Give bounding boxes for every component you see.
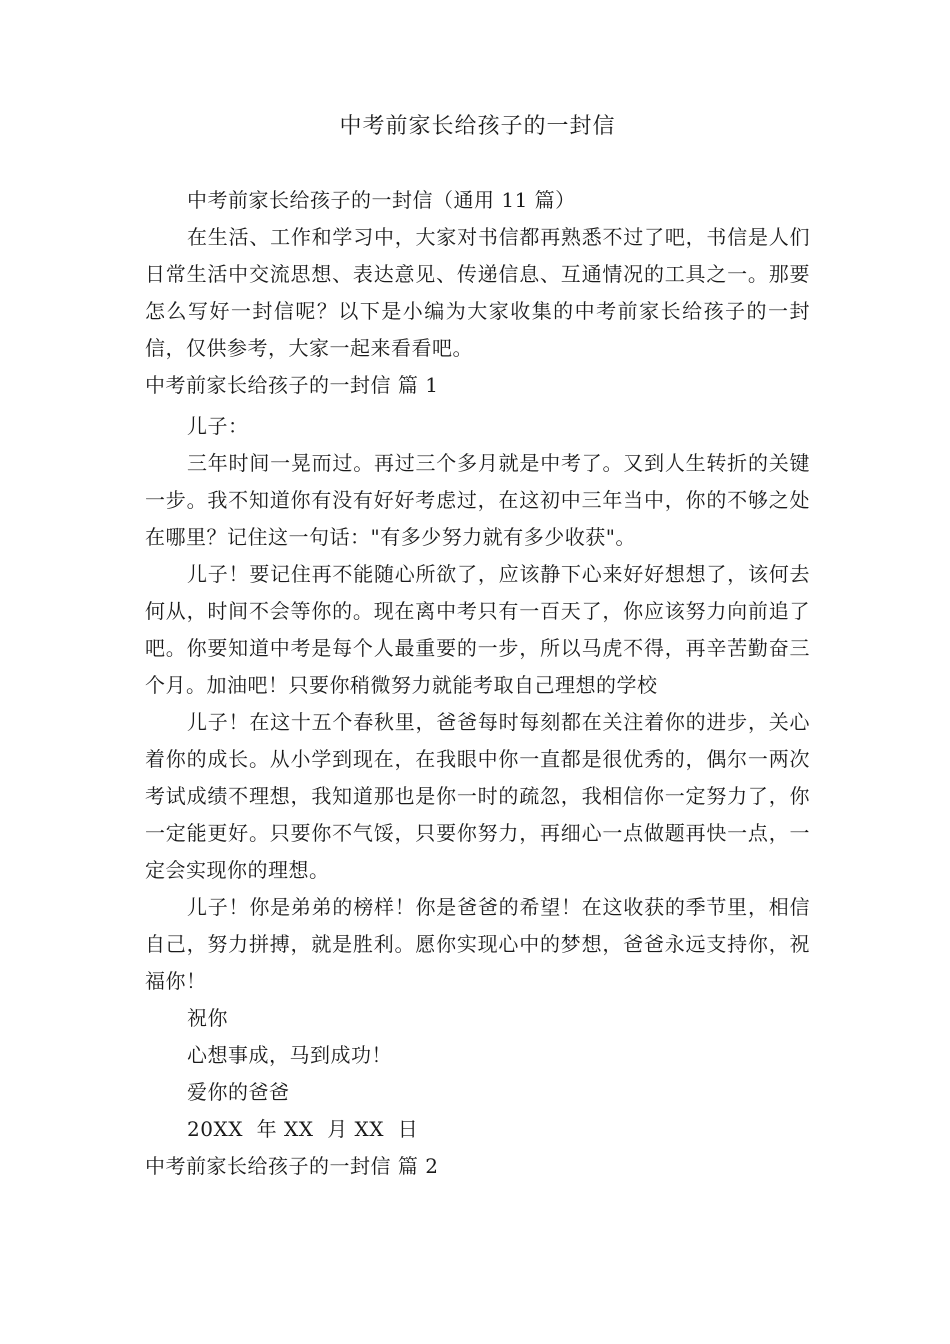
letter-signature: 爱你的爸爸	[187, 1080, 290, 1104]
document-body	[145, 108, 810, 1185]
letter-wish: 心想事成，马到成功！	[187, 1043, 392, 1067]
letter-greeting: 儿子：	[187, 414, 249, 438]
letter-paragraph: 儿子！在这十五个春秋里，爸爸每时每刻都在关注着你的进步，关心着你的成长。从小学到现在，在我眼中你一直都是很优秀的，偶尔一两次考试成绩不理想，我知道那也是你一时的疏忽，我相信你一定努力了，你一定能更好。只要你不气馁，只要你努力，再细心一点做题再快一点，一定会实现你的理想。	[145, 710, 810, 882]
letter-date: 20XX 年 XX 月 XX 日	[187, 1117, 419, 1141]
letter-paragraph: 儿子！你是弟弟的榜样！你是爸爸的希望！在这收获的季节里，相信自己，努力拼搏，就是胜利。愿你实现心中的梦想，爸爸永远支持你，祝福你！	[145, 895, 810, 993]
letter-paragraph: 儿子！要记住再不能随心所欲了，应该静下心来好好想想了，该何去何从，时间不会等你的。现在离中考只有一百天了，你应该努力向前追了吧。你要知道中考是每个人最重要的一步，所以马虎不得，再辛苦勤奋三个月。加油吧！只要你稍微努力就能考取自己理想的学校	[145, 562, 810, 697]
subtitle: 中考前家长给孩子的一封信（通用 11 篇）	[187, 188, 576, 212]
letter-closing: 祝你	[187, 1006, 228, 1030]
section-heading-1: 中考前家长给孩子的一封信 篇 1	[145, 373, 439, 397]
letter-paragraph: 三年时间一晃而过。再过三个多月就是中考了。又到人生转折的关键一步。我不知道你有没有好好考虑过，在这初中三年当中，你的不够之处在哪里？记住这一句话："有多少努力就有多少收获"。	[145, 451, 810, 549]
page-title: 中考前家长给孩子的一封信	[339, 114, 616, 139]
section-heading-2: 中考前家长给孩子的一封信 篇 2	[145, 1154, 439, 1178]
intro-paragraph: 在生活、工作和学习中，大家对书信都再熟悉不过了吧，书信是人们日常生活中交流思想、表达意见、传递信息、互通情况的工具之一。那要怎么写好一封信呢？以下是小编为大家收集的中考前家长给孩子的一封信，仅供参考，大家一起来看看吧。	[145, 225, 810, 360]
